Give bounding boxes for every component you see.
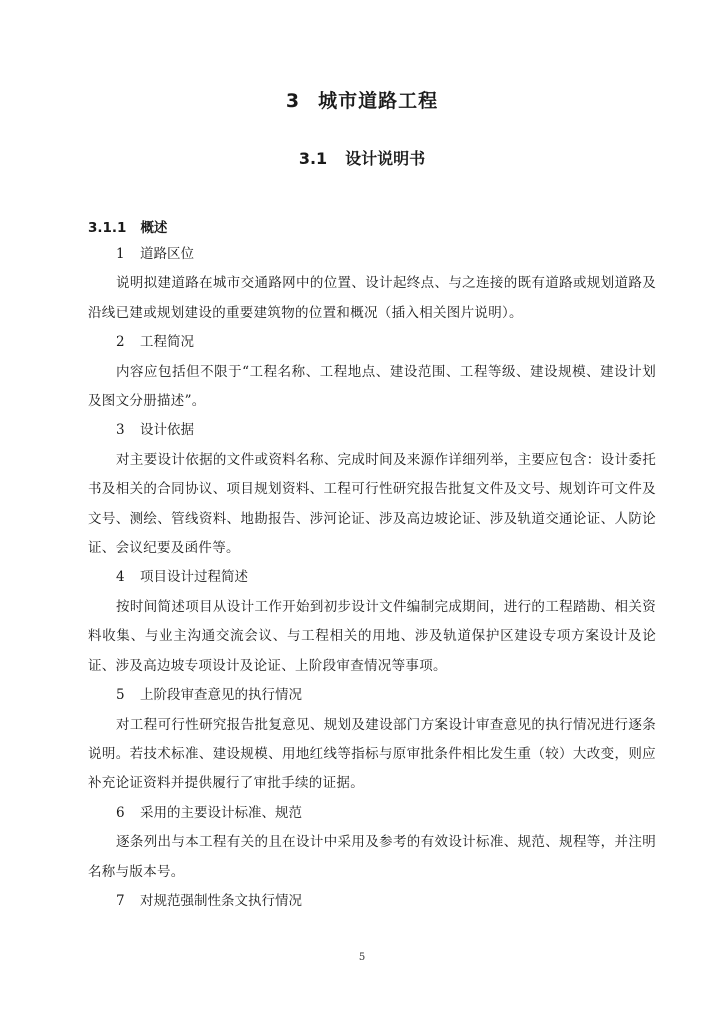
chapter-title-text: 城市道路工程: [318, 90, 439, 112]
item-paragraph-5: [88, 711, 656, 799]
body-text: [88, 240, 656, 916]
page-number: 5: [358, 952, 366, 963]
section-title-text: 设计说明书: [345, 149, 426, 168]
item-paragraph-2: [88, 358, 656, 417]
item-number: 4: [116, 569, 125, 586]
paragraph-text: 逐条列出与本工程有关的且在设计中采用及参考的有效设计标准、规范、规程等，并注明名称与版本号。: [88, 834, 656, 880]
paragraph-text: 对工程可行性研究报告批复意见、规划及建设部门方案设计审查意见的执行情况进行逐条说明。若技术标准、建设规模、用地红线等指标与原审批条件相比发生重（较）大改变，则应补充论证资料并提供履行了审批手续的证据。: [88, 716, 656, 792]
section-title: [0, 146, 724, 169]
item-heading-text: 采用的主要设计标准、规范: [140, 804, 302, 821]
item-heading-1: [88, 240, 656, 269]
item-paragraph-3: [88, 446, 656, 564]
item-heading-text: 项目设计过程简述: [140, 569, 248, 586]
item-heading-text: 工程简况: [140, 334, 194, 351]
subsection-number: 3.1.1: [88, 220, 127, 236]
item-heading-3: [88, 416, 656, 445]
section-number: 3.1: [298, 149, 328, 168]
item-number: 1: [116, 246, 125, 262]
item-number: 3: [116, 422, 125, 439]
paragraph-text: 说明拟建道路在城市交通路网中的位置、设计起终点、与之连接的既有道路或规划道路及沿线已建或规划建设的重要建筑物的位置和概况（插入相关图片说明）。: [88, 275, 656, 321]
item-heading-text: 对规范强制性条文执行情况: [140, 892, 302, 909]
item-number: 5: [116, 687, 125, 704]
paragraph-text: 按时间简述项目从设计工作开始到初步设计文件编制完成期间，进行的工程踏勘、相关资料收集、与业主沟通交流会议、与工程相关的用地、涉及轨道保护区建设专项方案设计及论证、涉及高边坡专项设计及论证、上阶段审查情况等事项。: [88, 598, 656, 674]
item-heading-7: [88, 887, 656, 916]
item-heading-5: [88, 681, 656, 710]
subsection-title-text: 概述: [140, 220, 168, 236]
subsection-title: [88, 216, 167, 236]
item-paragraph-1: [88, 269, 656, 328]
item-heading-text: 上阶段审查意见的执行情况: [140, 687, 302, 704]
chapter-number: 3: [285, 90, 301, 112]
item-heading-6: [88, 799, 656, 828]
item-number: 2: [116, 334, 125, 351]
item-number: 7: [116, 892, 125, 909]
paragraph-text: 对主要设计依据的文件或资料名称、完成时间及来源作详细列举，主要应包含：设计委托书及相关的合同协议、项目规划资料、工程可行性研究报告批复文件及文号、规划许可文件及文号、测绘、管线资料、地勘报告、涉河论证、涉及高边坡论证、涉及轨道交通论证、人防论证、会议纪要及函件等。: [88, 451, 656, 557]
paragraph-text: 内容应包括但不限于“工程名称、工程地点、建设范围、工程等级、建设规模、建设计划及图文分册描述”。: [88, 363, 656, 410]
item-heading-text: 设计依据: [140, 422, 194, 439]
item-heading-2: [88, 328, 656, 357]
item-paragraph-6: [88, 828, 656, 887]
chapter-title: [0, 86, 724, 113]
item-number: 6: [116, 804, 125, 821]
item-heading-text: 道路区位: [140, 246, 194, 262]
item-paragraph-4: [88, 593, 656, 681]
item-heading-4: [88, 563, 656, 592]
